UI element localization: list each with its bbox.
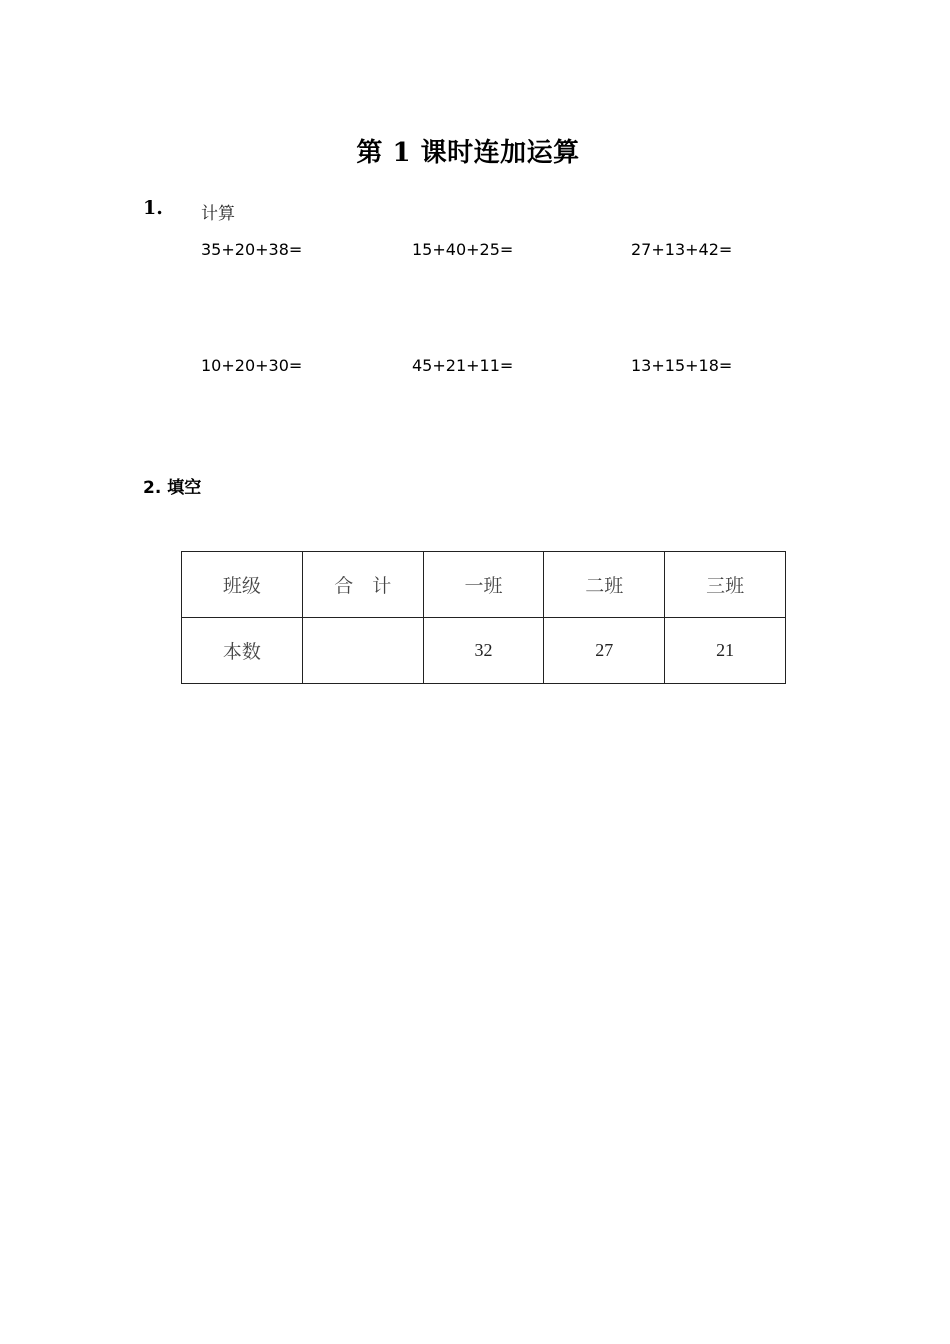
row-label-book-count: 本数 xyxy=(182,618,303,684)
page-title: 第 1 课时连加运算 xyxy=(356,138,580,168)
header-cell-class-1: 一班 xyxy=(423,552,544,618)
exercise-5: 45+21+11= xyxy=(412,356,514,375)
header-cell-class-3: 三班 xyxy=(665,552,786,618)
table-header-row xyxy=(182,552,786,618)
exercise-2: 15+40+25= xyxy=(412,240,514,259)
question-1-number: 1. xyxy=(143,197,163,219)
question-2-label: 2. 填空 xyxy=(143,478,202,498)
exercise-4: 10+20+30= xyxy=(201,356,303,375)
question-1-label: 计算 xyxy=(201,204,235,224)
class-2-count: 27 xyxy=(544,618,665,684)
header-cell-class: 班级 xyxy=(182,552,303,618)
fill-in-table xyxy=(181,551,786,684)
header-cell-class-2: 二班 xyxy=(544,552,665,618)
class-1-count: 32 xyxy=(423,618,544,684)
exercise-3: 27+13+42= xyxy=(631,240,733,259)
total-answer-blank[interactable] xyxy=(302,618,423,684)
class-3-count: 21 xyxy=(665,618,786,684)
exercise-1: 35+20+38= xyxy=(201,240,303,259)
exercise-6: 13+15+18= xyxy=(631,356,733,375)
header-cell-total: 合 计 xyxy=(302,552,423,618)
table-row xyxy=(182,618,786,684)
